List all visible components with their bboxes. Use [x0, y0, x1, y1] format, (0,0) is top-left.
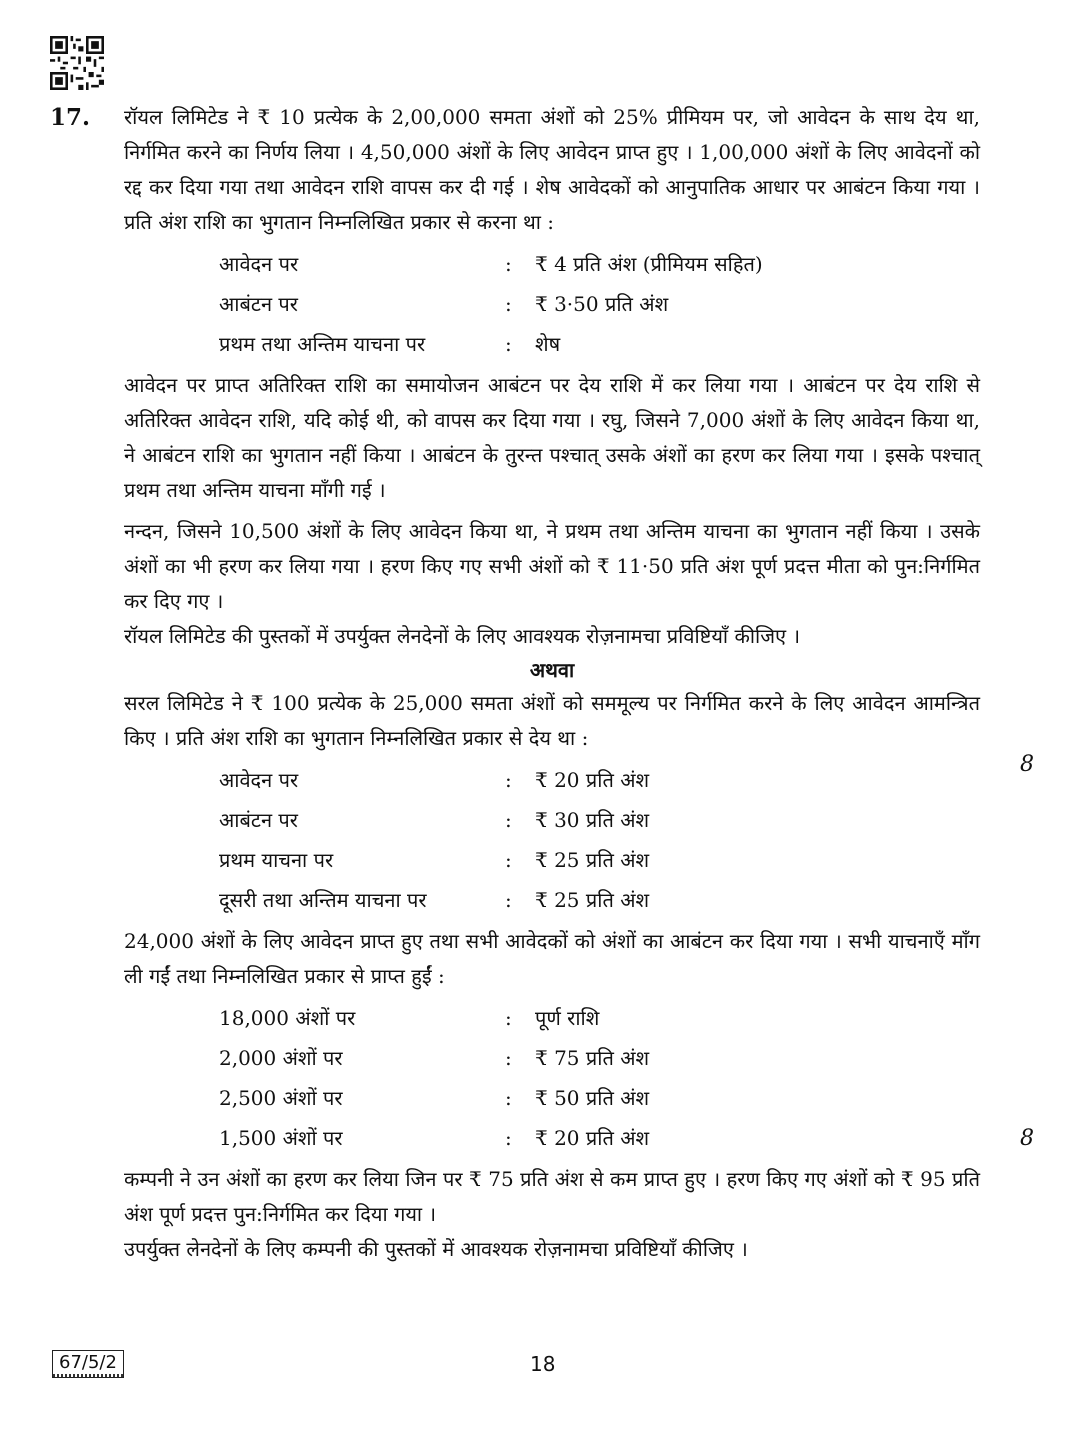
- payment-label: दूसरी तथा अन्तिम याचना पर: [219, 887, 427, 912]
- payment-colon: :: [505, 331, 512, 356]
- receipt-value: पूर्ण राशि: [535, 1005, 600, 1030]
- main-forfeit-paragraph: नन्दन, जिसने 10,500 अंशों के लिए आवेदन किया था, ने प्रथम तथा अन्तिम याचना का भुगतान नहीं किया । उसके अंशों का भी हरण कर लिया गया । हरण किए गए सभी अंशों को ₹ 11·50 प्रति अंश पूर्ण प्रदत्त मीता को पुन:निर्गमित कर दिए गए ।: [124, 519, 980, 613]
- payment-label: आबंटन पर: [219, 807, 298, 832]
- alt-allotment-paragraph: 24,000 अंशों के लिए आवेदन प्राप्त हुए तथा सभी आवेदकों को अंशों का आबंटन कर दिया गया । सभी याचनाएँ माँग ली गईं तथा निम्नलिखित प्रकार से प्राप्त हुईं :: [124, 929, 980, 988]
- payment-value: ₹ 25 प्रति अंश: [535, 847, 650, 872]
- main-instruction-paragraph: रॉयल लिमिटेड की पुस्तकों में उपर्युक्त लेनदेनों के लिए आवश्यक रोज़नामचा प्रविष्टियाँ कीजिए ।: [124, 624, 801, 648]
- payment-value: ₹ 3·50 प्रति अंश: [535, 291, 669, 316]
- receipt-value: ₹ 75 प्रति अंश: [535, 1045, 650, 1070]
- receipt-value: ₹ 50 प्रति अंश: [535, 1085, 650, 1110]
- main-adjustment-paragraph: आवेदन पर प्राप्त अतिरिक्त राशि का समायोजन आबंटन पर देय राशि में कर लिया गया । आबंटन पर देय राशि से अतिरिक्त आवेदन राशि, यदि कोई थी, को वापस कर दिया गया । रघु, जिसने 7,000 अंशों के लिए आवेदन किया था, ने आबंटन राशि का भुगतान नहीं किया । आबंटन के तुरन्त पश्चात् उसके अंशों का हरण कर लिया गया । इसके पश्चात् प्रथम तथा अन्तिम याचना माँगी गई ।: [124, 373, 980, 502]
- payment-row: [219, 284, 980, 324]
- payment-row: [219, 800, 980, 840]
- payment-value: शेष: [535, 331, 561, 356]
- receipt-row: [219, 1118, 980, 1158]
- payment-row: [219, 840, 980, 880]
- paper-code: 67/5/2: [59, 1352, 117, 1373]
- receipt-label: 1,500 अंशों पर: [219, 1125, 343, 1150]
- paper-code-box: [52, 1350, 124, 1378]
- marks-alt: 8: [1020, 1126, 1034, 1151]
- payment-colon: :: [505, 807, 512, 832]
- receipt-colon: :: [505, 1085, 512, 1110]
- receipt-label: 2,000 अंशों पर: [219, 1045, 343, 1070]
- receipt-label: 18,000 अंशों पर: [219, 1005, 356, 1030]
- receipt-row: [219, 1038, 980, 1078]
- receipt-row: [219, 998, 980, 1038]
- question-number: 17.: [50, 104, 91, 131]
- receipt-colon: :: [505, 1125, 512, 1150]
- payment-label: प्रथम तथा अन्तिम याचना पर: [219, 331, 426, 356]
- receipt-value: ₹ 20 प्रति अंश: [535, 1125, 650, 1150]
- payment-row: [219, 324, 980, 364]
- payment-label: प्रथम याचना पर: [219, 847, 334, 872]
- receipt-label: 2,500 अंशों पर: [219, 1085, 343, 1110]
- alt-forfeit-paragraph: कम्पनी ने उन अंशों का हरण कर लिया जिन पर ₹ 75 प्रति अंश से कम प्राप्त हुए । हरण किए गए अंशों को ₹ 95 प्रति अंश पूर्ण प्रदत्त पुन:निर्गमित कर दिया गया ।: [124, 1167, 980, 1226]
- payment-colon: :: [505, 291, 512, 316]
- page-number: 18: [530, 1352, 556, 1376]
- alt-intro-paragraph: सरल लिमिटेड ने ₹ 100 प्रत्येक के 25,000 समता अंशों को सममूल्य पर निर्गमित करने के लिए आवेदन आमन्त्रित किए । प्रति अंश राशि का भुगतान निम्नलिखित प्रकार से देय था :: [124, 691, 980, 750]
- payment-row: [219, 244, 980, 284]
- payment-colon: :: [505, 767, 512, 792]
- question-body: [124, 100, 980, 1267]
- main-payment-schedule: [219, 244, 980, 364]
- payment-value: ₹ 30 प्रति अंश: [535, 807, 650, 832]
- payment-label: आबंटन पर: [219, 291, 298, 316]
- payment-colon: :: [505, 887, 512, 912]
- marks-main: 8: [1020, 752, 1034, 777]
- main-intro-paragraph: रॉयल लिमिटेड ने ₹ 10 प्रत्येक के 2,00,000 समता अंशों को 25% प्रीमियम पर, जो आवेदन के साथ देय था, निर्गमित करने का निर्णय लिया । 4,50,000 अंशों के लिए आवेदन प्राप्त हुए । 1,00,000 अंशों के लिए आवेदनों को रद्द कर दिया गया तथा आवेदन राशि वापस कर दी गई । शेष आवेदकों को आनुपातिक आधार पर आबंटन किया गया । प्रति अंश राशि का भुगतान निम्नलिखित प्रकार से करना था :: [124, 105, 980, 234]
- alt-payment-schedule: [219, 760, 980, 920]
- qr-code-icon: [50, 36, 104, 90]
- receipt-row: [219, 1078, 980, 1118]
- receipt-colon: :: [505, 1005, 512, 1030]
- payment-value: ₹ 20 प्रति अंश: [535, 767, 650, 792]
- payment-row: [219, 880, 980, 920]
- payment-label: आवेदन पर: [219, 251, 299, 276]
- alt-instruction-paragraph: उपर्युक्त लेनदेनों के लिए कम्पनी की पुस्तकों में आवश्यक रोज़नामचा प्रविष्टियाँ कीजिए ।: [124, 1237, 748, 1261]
- payment-colon: :: [505, 847, 512, 872]
- or-divider: अथवा: [529, 658, 575, 682]
- payment-label: आवेदन पर: [219, 767, 299, 792]
- paper-code-microprint: [53, 1374, 123, 1377]
- payment-value: ₹ 4 प्रति अंश (प्रीमियम सहित): [535, 251, 763, 276]
- payment-row: [219, 760, 980, 800]
- payment-colon: :: [505, 251, 512, 276]
- receipt-colon: :: [505, 1045, 512, 1070]
- alt-receipts-schedule: [219, 998, 980, 1158]
- payment-value: ₹ 25 प्रति अंश: [535, 887, 650, 912]
